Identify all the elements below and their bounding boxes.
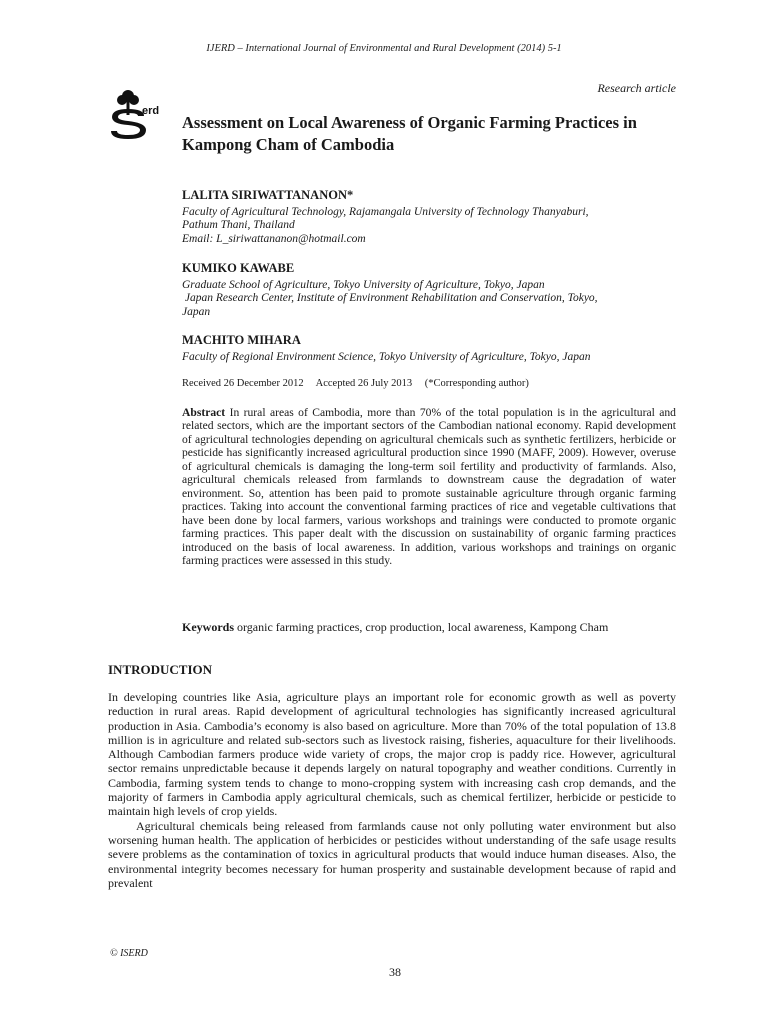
iserd-logo [108, 83, 178, 143]
article-type-label: Research article [597, 81, 676, 95]
author-1 [182, 189, 682, 246]
author-name: KUMIKO KAWABE [182, 261, 295, 275]
author-affiliation: Faculty of Regional Environment Science, Tokyo University of Agriculture, Tokyo, Japan [182, 350, 591, 363]
received-date: Received 26 December 2012 [182, 378, 304, 389]
logo-tree-crown-right [129, 95, 139, 105]
accepted-date: Accepted 26 July 2013 [315, 378, 413, 389]
author-affiliation: Japan Research Center, Institute of Environment Rehabilitation and Conservation, Tokyo, [182, 292, 598, 304]
body-paragraph: Agricultural chemicals being released from farmlands cause not only polluting water environment but also worsening human health. The application of herbicides or pesticides without understanding of the safe usage results severe problems as the contamination of toxics in agricultural products that would induce human diseases. Also, the environmental integrity becomes necessary for human prosperity and sustainable development because of rapid and prevalent [108, 818, 676, 890]
body-paragraph: In developing countries like Asia, agriculture plays an important role for economic growth as well as poverty reduction in rural areas. Rapid development of agricultural technologies has significantly increased agricultural production in Asia. Cambodia’s economy is also based on agriculture. More than 70% of the total population of 13.8 million is in agriculture and related sub-sectors such as livestock raising, fisheries, aquaculture for their livelihoods. Although Cambodian farmers produce wide variety of crops, the major crop is paddy rice. However, agricultural sector remains unpredictable because it depends largely on natural topography and weather conditions. Currently in Cambodia, farming system tends to change to mono-cropping system with increasing cash crop demands, and the majority of farmers in Cambodia apply agricultural chemicals, such as chemical fertilizer, herbicide or pesticide to maintain high levels of crop yields. [108, 690, 676, 819]
introduction-body [108, 690, 676, 890]
abstract-text: In rural areas of Cambodia, more than 70% of the total population is in the agricultural and related sectors, which are the important sectors of the Cambodian national economy. Rapid development of agricultural technologies depending on agricultural chemicals such as synthetic fertilizers, herbicide or pesticide has significantly increased agricultural production since 1990 (MAFF, 2009). However, overuse of agricultural chemicals is damaging the long-term soil fertility and productivity of farmlands. Also, agricultural chemicals released from farmlands to downstream cause the degradation of water environment. So, attention has been paid to promote sustainable agriculture through organic farming practices. Taking into account the conventional farming practices of rice and vegetable cultivations that have been done by local farmers, various workshops and trainings were conducted to promote organic farming practices. This paper dealt with the discussion on sustainability of organic farming practices introduced on the basis of local awareness. In addition, various workshops and trainings on organic farming practices were assessed in this study. [182, 406, 676, 567]
logo-text: erd [142, 105, 160, 117]
copyright-notice: © ISERD [110, 948, 148, 959]
article-dates [182, 378, 539, 389]
abstract-label: Abstract [182, 406, 226, 419]
page-number: 38 [389, 965, 401, 979]
logo-tree-crown-left [117, 95, 127, 105]
author-3 [182, 334, 682, 364]
abstract [182, 406, 676, 567]
article-title: Assessment on Local Awareness of Organic Farming Practices in Kampong Cham of Cambodia [182, 113, 637, 154]
keywords-label: Keywords [182, 620, 234, 634]
keywords [182, 620, 682, 635]
author-affiliation: Pathum Thani, Thailand [182, 219, 295, 231]
author-email: Email: L_siriwattananon@hotmail.com [182, 232, 366, 245]
corresponding-note: (*Corresponding author) [424, 378, 529, 389]
author-name: LALITA SIRIWATTANANON* [182, 188, 354, 202]
author-affiliation: Japan [182, 305, 211, 318]
author-affiliation: Faculty of Agricultural Technology, Rajamangala University of Technology Thanyaburi, [182, 205, 589, 218]
author-2 [182, 262, 682, 319]
keywords-text: organic farming practices, crop production, local awareness, Kampong Cham [237, 620, 609, 634]
author-name: MACHITO MIHARA [182, 333, 301, 347]
journal-header: IJERD – International Journal of Environmental and Rural Development (2014) 5-1 [206, 43, 562, 54]
section-heading-introduction: INTRODUCTION [108, 662, 213, 677]
author-affiliation: Graduate School of Agriculture, Tokyo University of Agriculture, Tokyo, Japan [182, 278, 545, 291]
